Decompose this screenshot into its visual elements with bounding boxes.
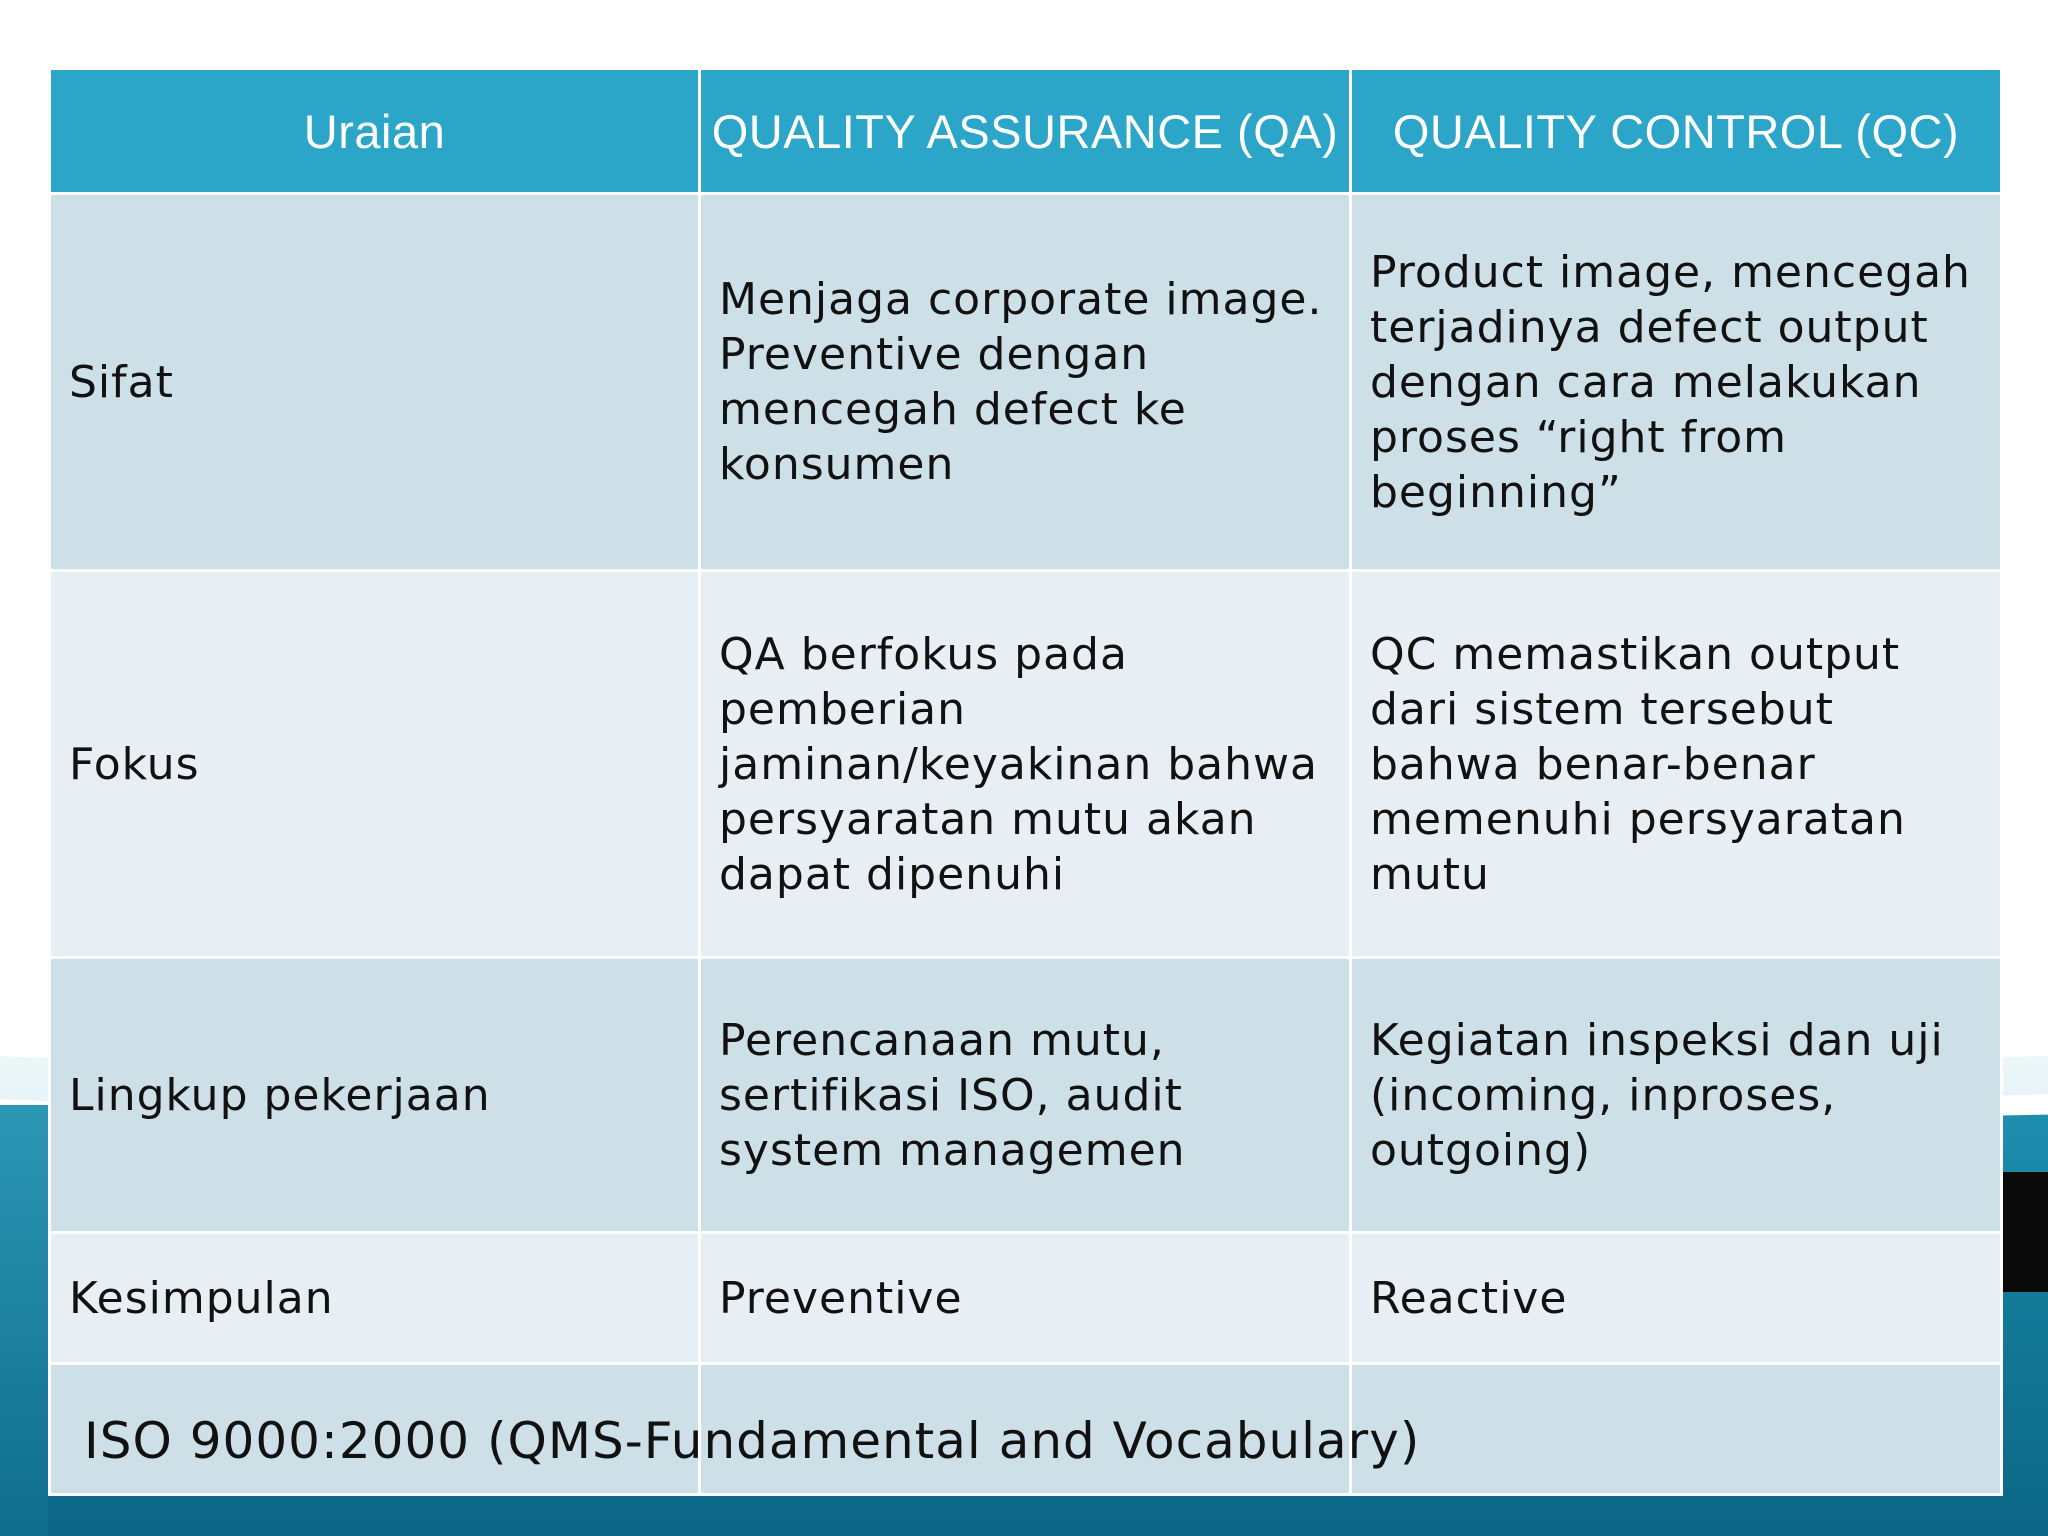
row-label <box>50 1233 700 1364</box>
row-label <box>50 958 700 1233</box>
qc-cell <box>1351 194 2002 571</box>
row-label-text: Sifat <box>69 356 174 408</box>
header-quality-control: QUALITY CONTROL (QC) <box>1351 69 2002 194</box>
table-header-row <box>50 69 2002 194</box>
table-row <box>50 958 2002 1233</box>
background-dark-block <box>1998 1172 2048 1292</box>
row-label-text: Fokus <box>69 738 200 790</box>
header-quality-assurance: QUALITY ASSURANCE (QA) <box>700 69 1351 194</box>
qa-cell <box>700 571 1351 958</box>
background-left-strip <box>0 1105 48 1536</box>
qa-cell-text: Preventive <box>719 1272 963 1324</box>
row-label <box>50 194 700 571</box>
qa-cell-text: Menjaga corporate image. Preventive dengan mencegah defect ke konsumen <box>719 274 1323 490</box>
qc-cell-text: Reactive <box>1370 1272 1568 1324</box>
qc-cell <box>1351 571 2002 958</box>
qc-cell-text: QC memastikan output dari sistem tersebut bahwa benar-benar memenuhi persyaratan mutu <box>1370 628 1906 900</box>
table-row <box>50 194 2002 571</box>
empty-cell <box>1351 1364 2002 1495</box>
row-label-text: Lingkup pekerjaan <box>69 1069 491 1121</box>
qa-cell-text: QA berfokus pada pemberian jaminan/keyakinan bahwa persyaratan mutu akan dapat dipenuhi <box>719 628 1318 900</box>
qa-cell <box>700 1233 1351 1364</box>
header-uraian: Uraian <box>50 69 700 194</box>
qa-cell <box>700 194 1351 571</box>
qc-cell-text: Product image, mencegah terjadinya defect output dengan cara melakukan proses “right from beginning” <box>1370 246 1971 518</box>
qa-qc-comparison-table <box>48 67 2003 1496</box>
row-label <box>50 571 700 958</box>
comparison-table-container <box>48 67 2000 1496</box>
qc-cell <box>1351 1233 2002 1364</box>
qc-cell-text: Kegiatan inspeksi dan uji (incoming, inproses, outgoing) <box>1370 1014 1944 1176</box>
table-row <box>50 571 2002 958</box>
row-label-text: Kesimpulan <box>69 1272 334 1324</box>
qa-cell <box>700 958 1351 1233</box>
reference-citation: ISO 9000:2000 (QMS-Fundamental and Vocabulary) <box>84 1412 1421 1470</box>
qc-cell <box>1351 958 2002 1233</box>
qa-cell-text: Perencanaan mutu, sertifikasi ISO, audit system managemen <box>719 1014 1186 1176</box>
table-row <box>50 1233 2002 1364</box>
